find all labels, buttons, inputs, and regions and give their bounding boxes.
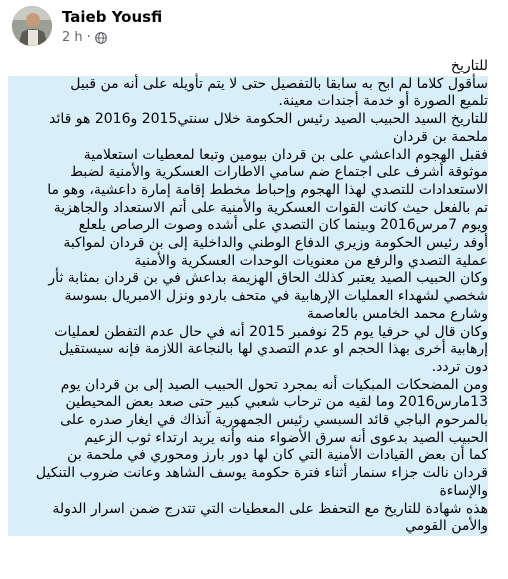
post-line: الحبيب الصيد بدعوى أنه سرق الأضواء منه وأنه يريد ارتداء ثوب الزعيم: [8, 430, 488, 448]
post-line: دون تردد.: [8, 359, 488, 377]
post-line: ملحمة بن قردان: [8, 129, 488, 147]
post-line: تم بالفعل حيث كانت القوات العسكرية والأمنية على أتم الاستعداد والجاهزية: [8, 200, 488, 218]
post-line: ومن المضحكات المبكيات أنه بمجرد تحول الحبيب الصيد إلى بن قردان يوم: [8, 377, 488, 395]
post-line: إرهابية أخرى بهذا الحجم او عدم التصدي لها بالنجاعة اللازمة فإنه سيستقيل: [8, 341, 488, 359]
post-line: تلميع الصورة أو خدمة أجندات معينة.: [8, 93, 488, 111]
post-line: الاستعدادات للتصدي لهذا الهجوم وإحباط مخطط إقامة إمارة داعشية، وهو ما: [8, 182, 488, 200]
post-line: أوفد رئيس الحكومة وزيري الدفاع الوطني والداخلية إلى بن قردان لمواكبة: [8, 235, 488, 253]
post-line: للتاريخ: [450, 58, 488, 74]
post-line: والأمن القومي: [8, 518, 488, 536]
post-line: وكان قال لي حرفيا يوم 25 نوفمبر 2015 أنه في حال عدم التفطن لعمليات: [8, 324, 488, 342]
post-line: 13مارس2016 وما لقيه من ترحاب شعبي كبير حتى صعد بعض المحيطين: [8, 394, 488, 412]
post-line: وشارع محمد الخامس بالعاصمة: [8, 306, 488, 324]
post-time[interactable]: 2 h: [62, 30, 83, 45]
profile-photo: [12, 6, 52, 46]
post-line: عملية التصدي والرفع من معنويات الوحدات العسكرية والأمنية: [8, 253, 488, 271]
avatar[interactable]: [12, 6, 52, 46]
post-line: فقبل الهجوم الداعشي على بن قردان بيومين وتبعا لمعطيات استعلامية: [8, 147, 488, 165]
post-header: [0, 0, 508, 56]
post-line: موثوقة أشرف على اجتماع ضم سامي الاطارات العسكرية والأمنية لضبط: [8, 164, 488, 182]
post-line: شخصي لشهداء العمليات الإرهابية في متحف باردو ونزل الامبريال بسوسة: [8, 288, 488, 306]
post-line: قردان نالت جزاء سنمار أثناء فترة حكومة يوسف الشاهد وعانت ضروب التنكيل: [8, 465, 488, 483]
author-name[interactable]: Taieb Yousfi: [62, 8, 163, 26]
post-meta: [62, 30, 107, 45]
meta-separator: ·: [86, 30, 91, 45]
post-line: للتاريخ السيد الحبيب الصيد رئيس الحكومة خلال سنتي2015 و2016 هو قائد: [8, 111, 488, 129]
post-line: كما أن بعض القيادات الأمنية التي كان لها دور بارز ومحوري في ملحمة بن: [8, 447, 488, 465]
post-line: وكان الحبيب الصيد يعتبر كذلك الحاق الهزيمة بداعش في بن قردان بمثابة ثأر: [8, 270, 488, 288]
post-line: سأقول كلاما لم ابح به سابقا بالتفصيل حتى لا يتم تأويله على أنه من قبيل: [8, 76, 488, 94]
post-line: بالمرحوم الباجي قائد السبسي رئيس الجمهورية آنذاك في ايغار صدره على: [8, 412, 488, 430]
post-body: [8, 58, 488, 576]
globe-icon: [95, 32, 107, 44]
post-line: ويوم 7مرس2016 وبينما كان التصدي على أشده وصوت الرصاص يلعلع: [8, 217, 488, 235]
post-line: هذه شهادة للتاريخ مع التحفظ على المعطيات التي تتدرج ضمن اسرار الدولة: [8, 501, 488, 519]
post-line: والإساءة: [8, 483, 488, 501]
